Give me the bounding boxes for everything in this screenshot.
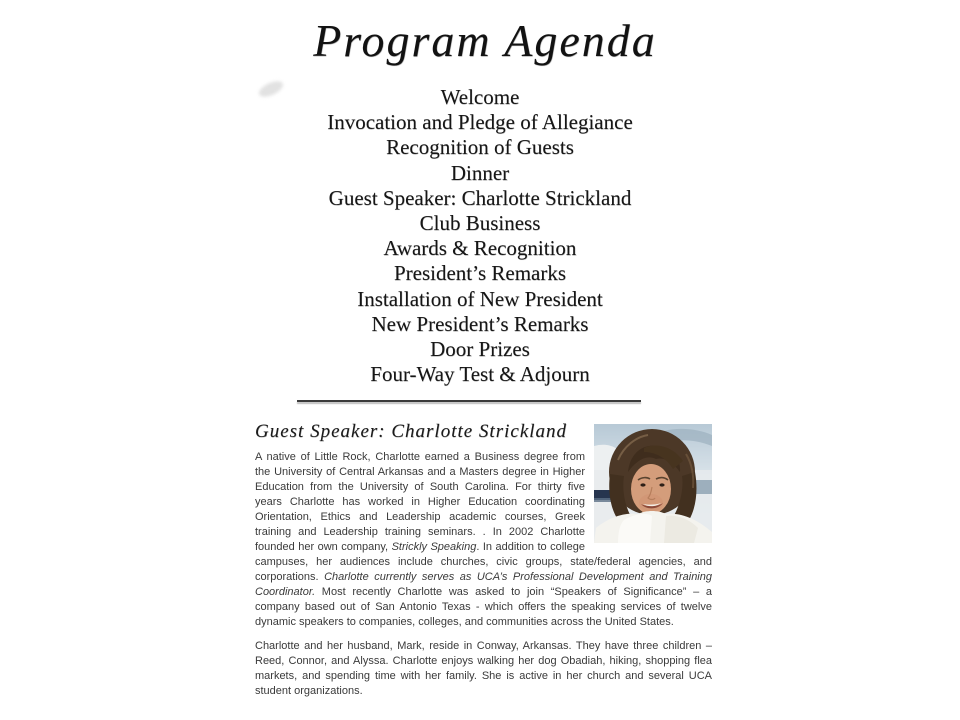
agenda-item-installation: Installation of New President (357, 286, 603, 311)
speaker-photo (594, 424, 712, 543)
agenda-item-awards: Awards & Recognition (383, 236, 577, 261)
agenda-list (0, 85, 960, 387)
page-title: Program Agenda (313, 15, 657, 66)
agenda-item-club-business: Club Business (419, 211, 541, 236)
agenda-item-welcome: Welcome (440, 85, 520, 109)
bio1-text-middle: . In addition to college campuses, her audiences include churches, civic groups, state/federal agencies, and corporations. (255, 541, 712, 583)
speaker-heading: Guest Speaker: Charlotte Strickland (255, 421, 568, 442)
bio1-text-end: Most recently Charlotte was asked to join “Speakers of Significance” – a company based out of San Antonio Texas - which offers the speaking services of twelve dynamic speakers to companies, colleges, and communities across the United States. (255, 586, 712, 628)
bio1-text-start: A native of Little Rock, Charlotte earned a Business degree from the University of Central Arkansas and a Masters degree in Higher Education from the University of South Carolina. For thirty five years Charlotte has worked in Higher Education coordinating Orientation, Ethics and Leadership academic courses, Greek training and Leadership training seminars. . In 2002 Charlotte founded her own company, (255, 451, 585, 553)
agenda-item-invocation: Invocation and Pledge of Allegiance (327, 110, 633, 135)
speaker-section (255, 419, 712, 699)
bio1-italic-uca-role: Charlotte currently serves as UCA’s Professional Development and Training Coordinator. (255, 571, 712, 598)
agenda-item-dinner: Dinner (450, 160, 510, 185)
agenda-item-new-presidents-remarks: New President’s Remarks (371, 311, 589, 336)
agenda-item-door-prizes: Door Prizes (430, 337, 530, 362)
agenda-item-guest-speaker: Guest Speaker: Charlotte Strickland (328, 185, 632, 210)
agenda-item-recognition-of-guests: Recognition of Guests (386, 135, 574, 160)
section-divider-line (297, 400, 641, 402)
bio1-italic-company-name: Strickly Speaking (391, 541, 477, 553)
speaker-bio-paragraph-2: Charlotte and her husband, Mark, reside in Conway, Arkansas. They have three children – Reed, Connor, and Alyssa. Charlotte enjoys walking her dog Obadiah, hiking, shopping flea markets, and spending time with her family. She is active in her church and several UCA student organizations. (255, 640, 712, 697)
agenda-item-presidents-remarks: President’s Remarks (393, 261, 567, 286)
agenda-item-four-way-test: Four-Way Test & Adjourn (370, 362, 590, 387)
